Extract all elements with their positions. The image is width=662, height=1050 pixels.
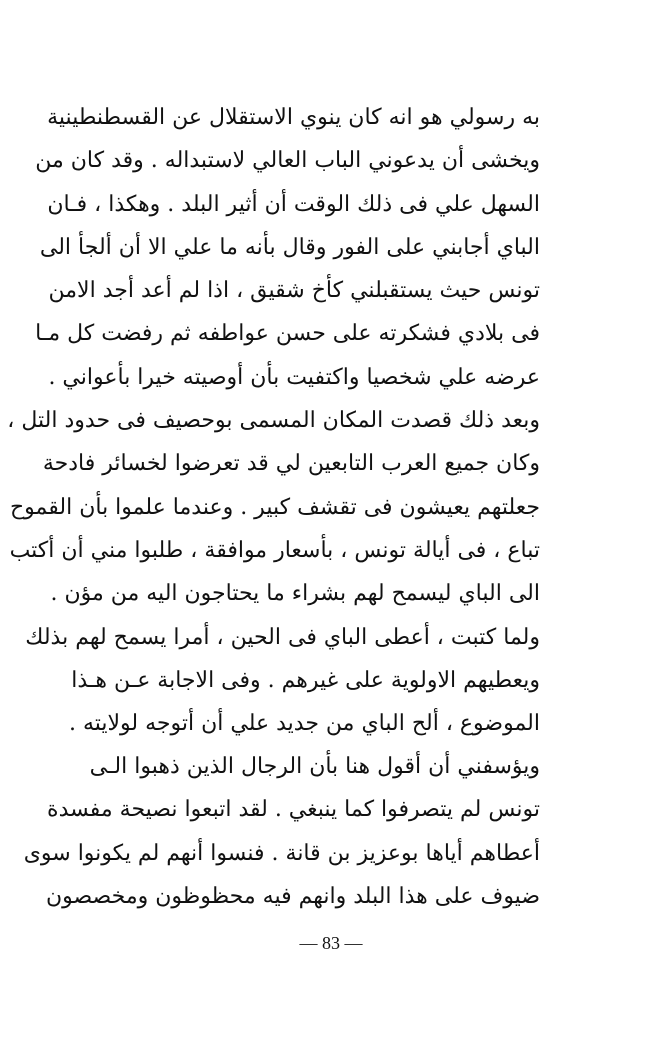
text-line: ويخشى أن يدعوني الباب العالي لاستبداله . وقد كان من xyxy=(35,148,540,174)
text-line: أعطاهم أياها بوعزيز بن قانة . فنسوا أنهم لم يكونوا سوى xyxy=(23,840,540,866)
text-line: ويؤسفني أن أقول هنا بأن الرجال الذين ذهبوا الـى xyxy=(89,754,540,779)
text-line: وبعد ذلك قصدت المكان المسمى بوحصيف فى حدود التل ، xyxy=(7,408,540,434)
text-line: ويعطيهم الاولوية على غيرهم . وفى الاجابة عـن هـذا xyxy=(71,667,540,693)
text-line: جعلتهم يعيشون فى تقشف كبير . وعندما علموا بأن القموح xyxy=(9,494,540,520)
text-line: الى الباي ليسمح لهم بشراء ما يحتاجون اليه من مؤن . xyxy=(50,581,540,607)
text-line: الموضوع ، ألح الباي من جديد علي أن أتوجه لولايته . xyxy=(68,711,540,737)
text-line: تونس حيث يستقبلني كأخ شقيق ، اذا لم أعد أجد الامن xyxy=(48,278,540,304)
text-line: وكان جميع العرب التابعين لي قد تعرضوا لخسائر فادحة xyxy=(42,451,540,477)
text-line: تونس لم يتصرفوا كما ينبغي . لقد اتبعوا نصيحة مفسدة xyxy=(47,797,540,823)
text-line: ولما كتبت ، أعطى الباي فى الحين ، أمرا يسمح لهم بذلك xyxy=(25,624,540,650)
text-line: السهل علي فى ذلك الوقت أن أثير البلد . وهكذا ، فـان xyxy=(47,191,540,217)
text-line: الباي أجابني على الفور وقال بأنه ما علي الا أن ألجأ الى xyxy=(39,234,540,260)
paragraph-1 xyxy=(7,96,540,745)
text-line: فى بلادي فشكرته على حسن عواطفه ثم رفضت كل مـا xyxy=(35,321,540,347)
text-line: به رسولي هو انه كان ينوي الاستقلال عن القسطنطينية xyxy=(47,105,540,130)
text-line: تباع ، فى أيالة تونس ، بأسعار موافقة ، طلبوا مني أن أكتب xyxy=(9,537,540,563)
text-line: ضيوف على هذا البلد وانهم فيه محظوظون ومخصصون xyxy=(45,883,540,909)
page-number: — 83 — xyxy=(299,933,363,953)
text-line: عرضه علي شخصيا واكتفيت بأن أوصيته خيرا بأعواني . xyxy=(48,364,540,390)
paragraph-2 xyxy=(23,745,540,918)
